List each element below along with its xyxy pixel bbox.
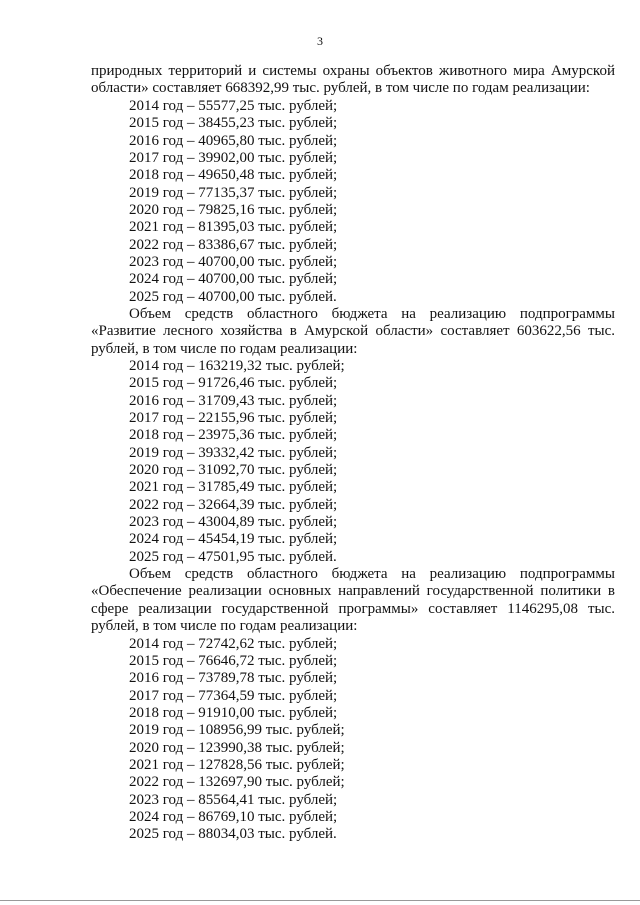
paragraph-line: «Обеспечение реализации основных направлений государственной политики в [91, 583, 615, 599]
year-line: 2016 год – 40965,80 тыс. рублей; [129, 133, 338, 149]
year-line: 2019 год – 108956,99 тыс. рублей; [129, 722, 345, 738]
year-line: 2016 год – 73789,78 тыс. рублей; [129, 670, 338, 686]
year-line: 2019 год – 39332,42 тыс. рублей; [129, 445, 338, 461]
year-line: 2023 год – 85564,41 тыс. рублей; [129, 792, 338, 808]
paragraph-line: сфере реализации государственной программы» составляет 1146295,08 тыс. [91, 601, 615, 617]
year-line: 2014 год – 72742,62 тыс. рублей; [129, 636, 338, 652]
year-line: 2021 год – 31785,49 тыс. рублей; [129, 479, 338, 495]
year-line: 2024 год – 86769,10 тыс. рублей; [129, 809, 338, 825]
year-line: 2015 год – 38455,23 тыс. рублей; [129, 115, 338, 131]
year-line: 2017 год – 77364,59 тыс. рублей; [129, 688, 338, 704]
year-line: 2025 год – 47501,95 тыс. рублей. [129, 549, 337, 565]
year-line: 2023 год – 43004,89 тыс. рублей; [129, 514, 338, 530]
year-line: 2014 год – 163219,32 тыс. рублей; [129, 358, 345, 374]
year-line: 2018 год – 49650,48 тыс. рублей; [129, 167, 338, 183]
year-line: 2017 год – 22155,96 тыс. рублей; [129, 410, 338, 426]
year-line: 2014 год – 55577,25 тыс. рублей; [129, 98, 338, 114]
year-line: 2023 год – 40700,00 тыс. рублей; [129, 254, 338, 270]
paragraph-line: рублей, в том числе по годам реализации: [91, 341, 358, 357]
year-line: 2018 год – 91910,00 тыс. рублей; [129, 705, 338, 721]
year-line: 2019 год – 77135,37 тыс. рублей; [129, 185, 338, 201]
paragraph-line: Объем средств областного бюджета на реализацию подпрограммы [129, 566, 615, 582]
year-line: 2024 год – 40700,00 тыс. рублей; [129, 271, 338, 287]
year-line: 2020 год – 123990,38 тыс. рублей; [129, 740, 345, 756]
year-line: 2024 год – 45454,19 тыс. рублей; [129, 531, 338, 547]
year-line: 2015 год – 91726,46 тыс. рублей; [129, 375, 338, 391]
paragraph-line: «Развитие лесного хозяйства в Амурской области» составляет 603622,56 тыс. [91, 323, 615, 339]
paragraph-line: рублей, в том числе по годам реализации: [91, 618, 358, 634]
year-line: 2022 год – 32664,39 тыс. рублей; [129, 497, 338, 513]
year-line: 2022 год – 83386,67 тыс. рублей; [129, 237, 338, 253]
paragraph-line: Объем средств областного бюджета на реализацию подпрограммы [129, 306, 615, 322]
page-number: 3 [317, 34, 323, 48]
year-line: 2016 год – 31709,43 тыс. рублей; [129, 393, 338, 409]
year-line: 2021 год – 127828,56 тыс. рублей; [129, 757, 345, 773]
year-line: 2017 год – 39902,00 тыс. рублей; [129, 150, 338, 166]
intro-line: природных территорий и системы охраны объектов животного мира Амурской [91, 63, 615, 79]
year-line: 2020 год – 31092,70 тыс. рублей; [129, 462, 338, 478]
year-line: 2025 год – 40700,00 тыс. рублей. [129, 289, 337, 305]
year-line: 2020 год – 79825,16 тыс. рублей; [129, 202, 338, 218]
intro-line: области» составляет 668392,99 тыс. рублей, в том числе по годам реализации: [91, 80, 590, 96]
year-line: 2022 год – 132697,90 тыс. рублей; [129, 774, 345, 790]
year-line: 2025 год – 88034,03 тыс. рублей. [129, 826, 337, 842]
year-line: 2018 год – 23975,36 тыс. рублей; [129, 427, 338, 443]
page-bottom-edge [0, 900, 640, 901]
year-line: 2015 год – 76646,72 тыс. рублей; [129, 653, 338, 669]
year-line: 2021 год – 81395,03 тыс. рублей; [129, 219, 338, 235]
